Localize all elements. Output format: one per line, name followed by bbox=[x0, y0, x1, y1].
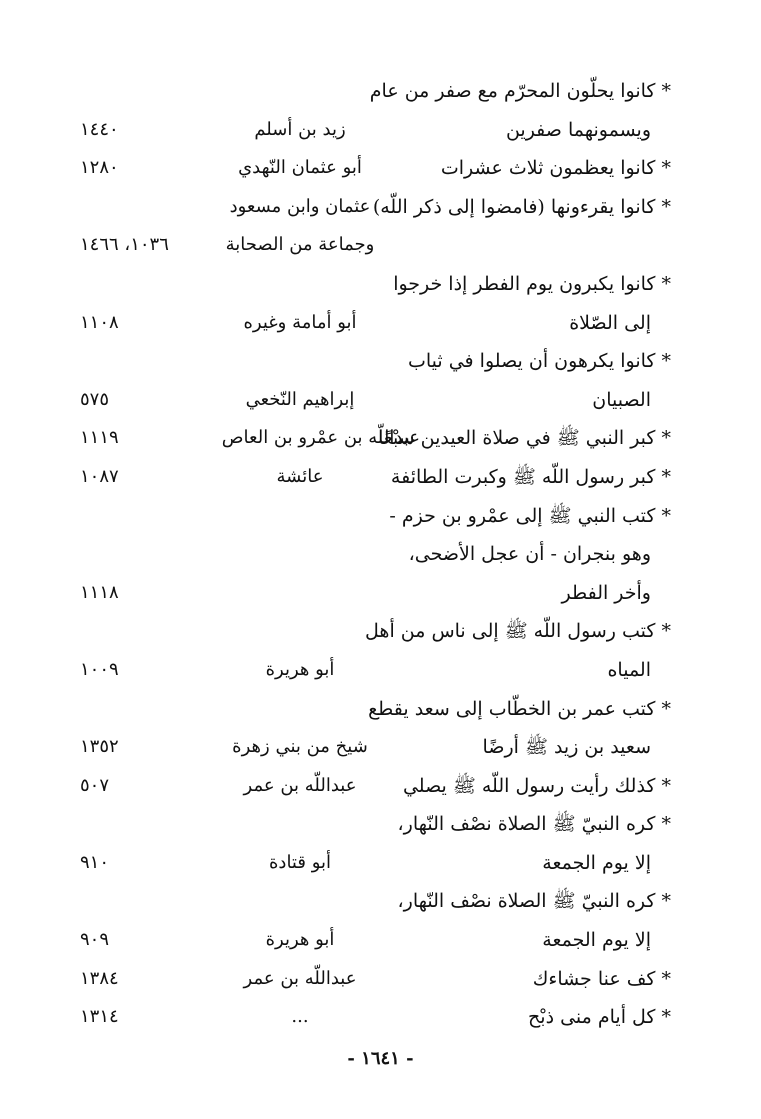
narrator-name: عبداللّه بن عمْرو بن العاص bbox=[221, 427, 420, 449]
index-entry-row bbox=[0, 265, 761, 304]
narrator-name: زيد بن أسلم bbox=[254, 118, 346, 140]
page-reference: ١٣٥٢ bbox=[80, 736, 119, 758]
narrator-name: عثمان وابن مسعود bbox=[229, 195, 371, 217]
page-reference: ٥٠٧ bbox=[80, 774, 110, 796]
narrator-name: أبو قتادة bbox=[269, 851, 331, 873]
hadith-text: ويسمونهما صفرين bbox=[505, 118, 651, 141]
hadith-text: المياه bbox=[607, 658, 651, 681]
hadith-text: * كذلك رأيت رسول اللّه ﷺ يصلي bbox=[402, 774, 671, 797]
index-entry-row bbox=[0, 728, 761, 767]
page-reference: ١٢٨٠ bbox=[80, 157, 119, 179]
index-entry-row bbox=[0, 690, 761, 729]
page-reference: ١٠٣٦، ١٤٦٦ bbox=[80, 234, 169, 256]
page-reference: ٩١٠ bbox=[80, 851, 110, 873]
hadith-text: إلى الصّلاة bbox=[569, 311, 651, 334]
index-entry-row bbox=[0, 149, 761, 188]
index-entry-row bbox=[0, 188, 761, 227]
hadith-text: * كره النبيّ ﷺ الصلاة نصْف النّهار، bbox=[397, 890, 671, 913]
index-entry-row bbox=[0, 612, 761, 651]
index-entry-row bbox=[0, 419, 761, 458]
hadith-text: * كبر رسول اللّه ﷺ وكبرت الطائفة bbox=[390, 465, 671, 488]
page-reference: ١٤٤٠ bbox=[80, 118, 119, 140]
hadith-text: * كانوا يعظمون ثلاث عشرات bbox=[440, 157, 671, 180]
index-entry-row bbox=[0, 805, 761, 844]
narrator-name: عائشة bbox=[276, 465, 324, 487]
hadith-text: * كتب عمر بن الخطّاب إلى سعد يقطع bbox=[368, 697, 671, 720]
narrator-name: أبو عثمان النّهدي bbox=[238, 157, 362, 179]
page-reference: ٩٠٩ bbox=[80, 929, 110, 951]
hadith-text: * كتب النبي ﷺ إلى عمْرو بن حزم - bbox=[389, 504, 671, 527]
hadith-text: الصبيان bbox=[592, 388, 651, 411]
narrator-name: وجماعة من الصحابة bbox=[225, 234, 375, 256]
hadith-text: * كانوا يحلّون المحرّم مع صفر من عام bbox=[369, 80, 671, 102]
page-reference: ١٠٠٩ bbox=[80, 658, 119, 680]
index-entry-row bbox=[0, 960, 761, 999]
index-entries bbox=[0, 72, 761, 1037]
index-entry-row bbox=[0, 72, 761, 111]
index-entry-row bbox=[0, 535, 761, 574]
hadith-text: * كبر النبي ﷺ في صلاة العيدين سبْعًا bbox=[377, 427, 671, 450]
hadith-text: * كتب رسول اللّه ﷺ إلى ناس من أهل bbox=[365, 620, 671, 643]
page-reference: ١٠٨٧ bbox=[80, 465, 119, 487]
hadith-text: * كل أيام منى ذبْح bbox=[528, 1006, 671, 1029]
narrator-name: أبو أمامة وغيره bbox=[243, 311, 357, 333]
hadith-text: * كانوا يقرءونها (فامضوا إلى ذكر اللّه) bbox=[372, 195, 671, 218]
narrator-name: شيخ من بني زهرة bbox=[232, 736, 368, 758]
page-reference: ١١١٩ bbox=[80, 427, 119, 449]
narrator-name: عبداللّه بن عمر bbox=[243, 774, 357, 796]
index-entry-row bbox=[0, 998, 761, 1037]
narrator-name: ... bbox=[291, 1006, 309, 1028]
page-reference: ١١٠٨ bbox=[80, 311, 119, 333]
narrator-name: عبداللّه بن عمر bbox=[243, 967, 357, 989]
index-entry-row bbox=[0, 844, 761, 883]
index-entry-row bbox=[0, 458, 761, 497]
index-entry-row bbox=[0, 574, 761, 613]
narrator-name: أبو هريرة bbox=[265, 929, 335, 951]
page-reference: ١١١٨ bbox=[80, 581, 119, 603]
page-number: - ١٦٤١ - bbox=[347, 1048, 414, 1069]
hadith-text: وهو بنجران - أن عجل الأضحى، bbox=[408, 543, 651, 566]
index-entry-row bbox=[0, 226, 761, 265]
hadith-text: وأخر الفطر bbox=[561, 581, 651, 604]
narrator-name: إبراهيم النّخعي bbox=[245, 388, 355, 410]
index-entry-row bbox=[0, 651, 761, 690]
hadith-text: سعيد بن زيد ﷺ أرضًا bbox=[482, 736, 651, 759]
index-entry-row bbox=[0, 381, 761, 420]
page-reference: ١٣١٤ bbox=[80, 1006, 119, 1028]
page-reference: ٥٧٥ bbox=[80, 388, 110, 410]
hadith-text: * كف عنا جشاءك bbox=[532, 967, 671, 990]
index-entry-row bbox=[0, 497, 761, 536]
hadith-text: * كره النبيّ ﷺ الصلاة نصْف النّهار، bbox=[397, 813, 671, 836]
index-entry-row bbox=[0, 342, 761, 381]
narrator-name: أبو هريرة bbox=[265, 658, 335, 680]
index-entry-row bbox=[0, 882, 761, 921]
page-reference: ١٣٨٤ bbox=[80, 967, 119, 989]
hadith-text: * كانوا يكرهون أن يصلوا في ثياب bbox=[407, 350, 671, 373]
hadith-text: إلا يوم الجمعة bbox=[542, 929, 651, 952]
index-entry-row bbox=[0, 304, 761, 343]
index-entry-row bbox=[0, 921, 761, 960]
index-entry-row bbox=[0, 111, 761, 150]
hadith-text: إلا يوم الجمعة bbox=[542, 851, 651, 874]
index-entry-row bbox=[0, 767, 761, 806]
hadith-text: * كانوا يكبرون يوم الفطر إذا خرجوا bbox=[393, 272, 671, 295]
